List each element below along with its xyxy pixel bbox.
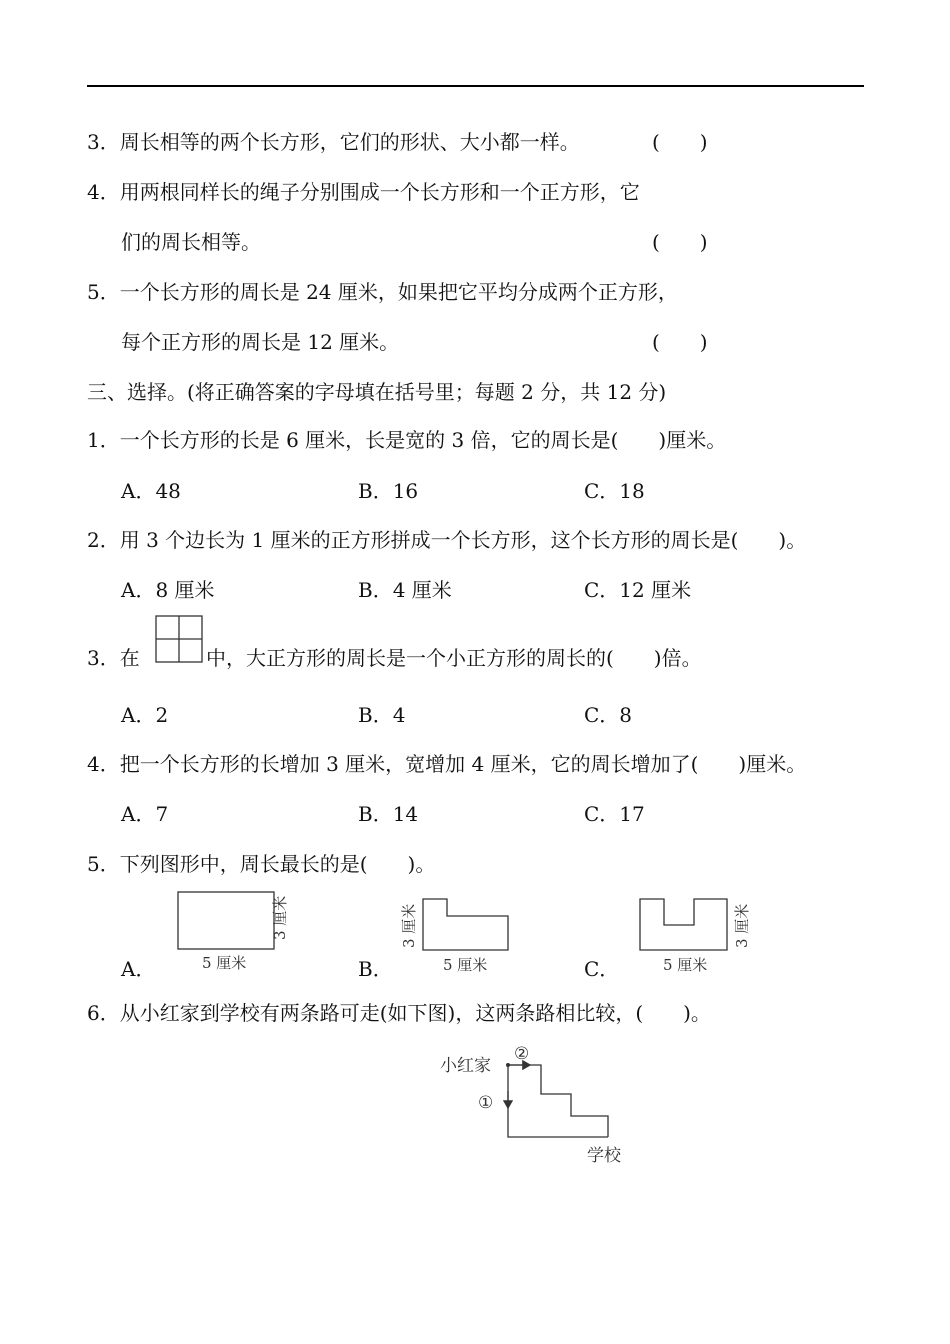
choice-q3-option-a[interactable]: A．2 (121, 703, 169, 727)
figure-c-u-shape (635, 896, 760, 978)
choice-q2-option-b[interactable]: B．4 厘米 (358, 578, 452, 602)
choice-q3-option-c[interactable]: C．8 (584, 703, 633, 727)
choice-q4-text: 4．把一个长方形的长增加 3 厘米，宽增加 4 厘米，它的周长增加了( )厘米。 (87, 752, 807, 776)
choice-q1-option-c[interactable]: C．18 (584, 479, 645, 503)
choice-q3-prefix: 3．在 (87, 646, 140, 670)
choice-q2-text: 2．用 3 个边长为 1 厘米的正方形拼成一个长方形，这个长方形的周长是( )。 (87, 528, 807, 552)
choice-q1-option-a[interactable]: A．48 (121, 479, 181, 503)
figure-b-l-shape (395, 896, 520, 978)
choice-q1-text: 1．一个长方形的长是 6 厘米，长是宽的 3 倍，它的周长是( )厘米。 (87, 428, 727, 452)
choice-q2-option-c[interactable]: C．12 厘米 (584, 578, 692, 602)
figure-a-rectangle (175, 890, 305, 975)
choice-q4-option-b[interactable]: B．14 (358, 802, 419, 826)
judge-q3-text: 3．周长相等的两个长方形，它们的形状、大小都一样。 (87, 130, 580, 154)
choice-q6-text: 6．从小红家到学校有两条路可走(如下图)，这两条路相比较，( )。 (87, 1001, 711, 1025)
judge-q4-text-line1: 4．用两根同样长的绳子分别围成一个长方形和一个正方形，它 (87, 180, 640, 204)
judge-q4-text-line2: 们的周长相等。 (121, 230, 261, 254)
figure-c-width-label: 5 厘米 (663, 956, 708, 974)
figure-b-height-label: 3 厘米 (400, 903, 418, 948)
judge-q3-answer-paren[interactable]: ( ) (652, 130, 708, 154)
judge-q5-answer-paren[interactable]: ( ) (652, 330, 708, 354)
school-label: 学校 (587, 1146, 621, 1166)
choice-q4-option-c[interactable]: C．17 (584, 802, 645, 826)
choice-q1-option-b[interactable]: B．16 (358, 479, 419, 503)
figure-a-width-label: 5 厘米 (202, 954, 247, 972)
judge-q5-text-line2: 每个正方形的周长是 12 厘米。 (121, 330, 400, 354)
choice-q5-text: 5．下列图形中，周长最长的是( )。 (87, 852, 436, 876)
choice-q5-option-b[interactable]: B． (358, 957, 393, 981)
choice-q3-suffix: 中，大正方形的周长是一个小正方形的周长的( )倍。 (206, 646, 702, 670)
figure-c-height-label: 3 厘米 (733, 903, 751, 948)
home-label: 小红家 (440, 1056, 491, 1076)
figure-a-height-label: 3 厘米 (271, 895, 289, 940)
route-2-label: ② (514, 1044, 530, 1064)
choice-q5-option-c[interactable]: C． (584, 957, 620, 981)
judge-q5-text-line1: 5．一个长方形的周长是 24 厘米，如果把它平均分成两个正方形， (87, 280, 678, 304)
route-1-label: ① (478, 1093, 494, 1113)
choice-q4-option-a[interactable]: A．7 (121, 802, 169, 826)
choice-q2-option-a[interactable]: A．8 厘米 (121, 578, 215, 602)
grid-square-figure (155, 615, 205, 665)
section3-title: 三、选择。(将正确答案的字母填在括号里；每题 2 分，共 12 分) (87, 380, 667, 404)
choice-q5-option-a[interactable]: A． (121, 957, 156, 981)
route-map-figure (430, 1036, 650, 1171)
header-rule (87, 85, 864, 87)
home-point (506, 1063, 510, 1067)
choice-q3-option-b[interactable]: B．4 (358, 703, 406, 727)
figure-b-width-label: 5 厘米 (443, 956, 488, 974)
judge-q4-answer-paren[interactable]: ( ) (652, 230, 708, 254)
